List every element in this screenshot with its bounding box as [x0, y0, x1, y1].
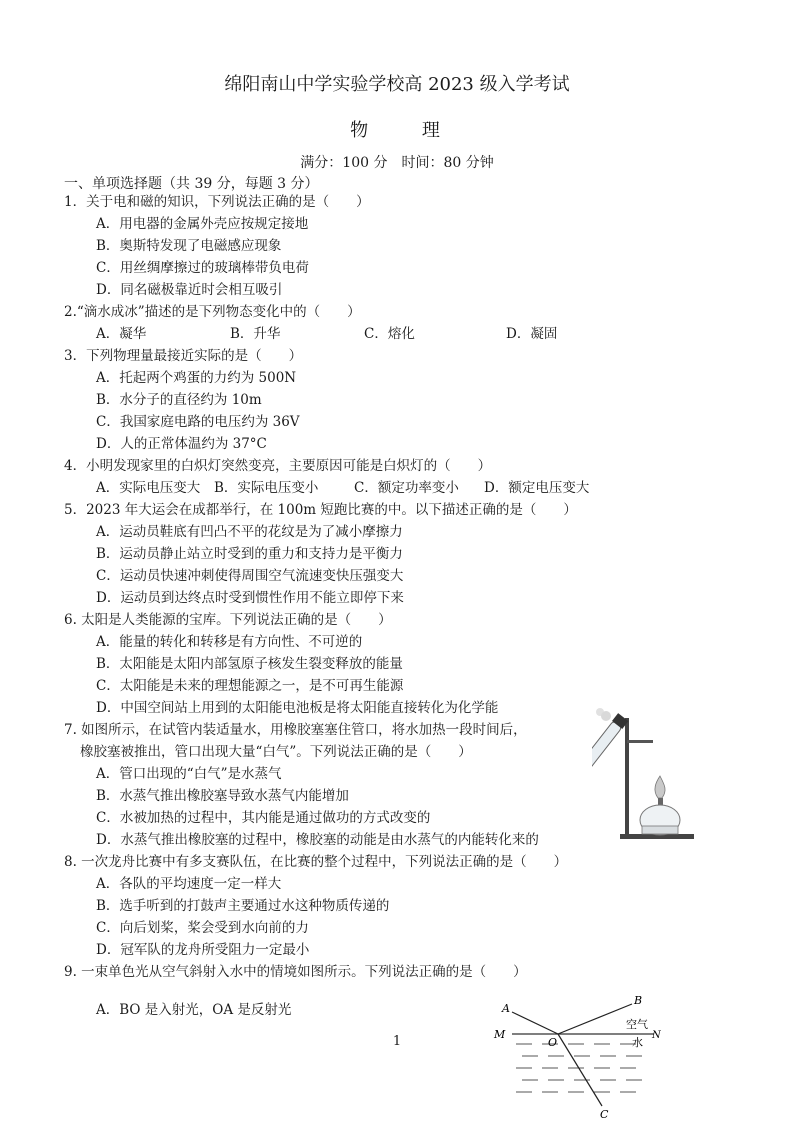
- question-7-option-a: A．管口出现的“白气”是水蒸气: [96, 766, 282, 782]
- section-heading: 一、单项选择题（共 39 分，每题 3 分）: [64, 176, 319, 192]
- question-3-option-c: C．我国家庭电路的电压约为 36V: [96, 414, 300, 430]
- label-a: A: [502, 1002, 510, 1015]
- question-6-stem: 6. 太阳是人类能源的宝库。下列说法正确的是（ ）: [64, 612, 392, 628]
- question-8-stem: 8. 一次龙舟比赛中有多支赛队伍，在比赛的整个过程中，下列说法正确的是（ ）: [64, 854, 568, 870]
- question-2-option-b: B．升华: [230, 326, 281, 342]
- question-4-option-d: D．额定电压变大: [484, 480, 590, 496]
- question-4-option-b: B．实际电压变小: [214, 480, 319, 496]
- question-2-options: [96, 324, 557, 344]
- question-5-stem: 5．2023 年大运会在成都举行，在 100m 短跑比赛的中。以下描述正确的是（ ）: [64, 502, 577, 518]
- question-4-stem: 4．小明发现家里的白炽灯突然变亮，主要原因可能是白炽灯的（ ）: [64, 458, 492, 474]
- question-2-stem: 2.“滴水成冰”描述的是下列物态变化中的（ ）: [64, 304, 361, 320]
- refraction-diagram-figure: [492, 994, 662, 1119]
- question-9-stem: 9. 一束单色光从空气斜射入水中的情境如图所示。下列说法正确的是（ ）: [64, 964, 527, 980]
- question-8-option-d: D．冠军队的龙舟所受阻力一定最小: [96, 942, 310, 958]
- question-5-option-a: A．运动员鞋底有凹凸不平的花纹是为了减小摩擦力: [96, 524, 403, 540]
- question-9-option-a: A．BO 是入射光，OA 是反射光: [96, 1002, 292, 1018]
- question-6-option-d: D．中国空间站上用到的太阳能电池板是将太阳能直接转化为化学能: [96, 700, 499, 716]
- question-6-option-b: B．太阳能是太阳内部氢原子核发生裂变释放的能量: [96, 656, 403, 672]
- question-6-option-a: A．能量的转化和转移是有方向性、不可逆的: [96, 634, 363, 650]
- question-1-stem: 1．关于电和磁的知识，下列说法正确的是（ ）: [64, 194, 370, 210]
- label-water: 水: [632, 1036, 643, 1049]
- question-7-option-b: B．水蒸气推出橡胶塞导致水蒸气内能增加: [96, 788, 349, 804]
- subject-heading: 物 理: [350, 120, 464, 141]
- label-b: B: [634, 994, 643, 1007]
- question-8-option-c: C．向后划桨，桨会受到水向前的力: [96, 920, 309, 936]
- question-7-stem-line-1: 7. 如图所示，在试管内装适量水，用橡胶塞塞住管口，将水加热一段时间后，: [64, 722, 527, 738]
- label-m: M: [494, 1028, 506, 1041]
- question-2-option-a: A．凝华: [96, 326, 147, 342]
- exam-meta: 满分：100 分 时间：80 分钟: [300, 155, 494, 171]
- question-4-options: [96, 478, 589, 498]
- question-5-option-d: D．运动员到达终点时受到惯性作用不能立即停下来: [96, 590, 404, 606]
- test-tube-apparatus-figure: [592, 706, 702, 846]
- question-4-option-c: C．额定功率变小: [354, 480, 459, 496]
- question-1-option-a: A．用电器的金属外壳应按规定接地: [96, 216, 309, 232]
- question-1-option-b: B．奥斯特发现了电磁感应现象: [96, 238, 282, 254]
- label-n: N: [652, 1030, 661, 1041]
- label-c: C: [600, 1108, 609, 1119]
- question-5-option-c: C．运动员快速冲刺使得周围空气流速变快压强变大: [96, 568, 404, 584]
- question-3-stem: 3．下列物理量最接近实际的是（ ）: [64, 348, 303, 364]
- question-8-option-b: B．选手听到的打鼓声主要通过水这种物质传递的: [96, 898, 390, 914]
- question-3-option-b: B．水分子的直径约为 10m: [96, 392, 262, 408]
- question-3-option-d: D．人的正常体温约为 37°C: [96, 436, 267, 452]
- question-4-option-a: A．实际电压变大: [96, 480, 201, 496]
- question-2-option-d: D．凝固: [506, 326, 558, 342]
- question-5-option-b: B．运动员静止站立时受到的重力和支持力是平衡力: [96, 546, 403, 562]
- question-1-option-d: D．同名磁极靠近时会相互吸引: [96, 282, 283, 298]
- question-7-option-d: D．水蒸气推出橡胶塞的过程中，橡胶塞的动能是由水蒸气的内能转化来的: [96, 832, 539, 848]
- question-3-option-a: A．托起两个鸡蛋的力约为 500N: [96, 370, 297, 386]
- question-6-option-c: C．太阳能是未来的理想能源之一，是不可再生能源: [96, 678, 404, 694]
- question-8-option-a: A．各队的平均速度一定一样大: [96, 876, 282, 892]
- exam-title: 绵阳南山中学实验学校高 2023 级入学考试: [224, 74, 570, 95]
- question-7-stem-line-2: 橡胶塞被推出，管口出现大量“白气”。下列说法正确的是（ ）: [80, 744, 472, 760]
- question-1-option-c: C．用丝绸摩擦过的玻璃棒带负电荷: [96, 260, 309, 276]
- question-7-option-c: C．水被加热的过程中，其内能是通过做功的方式改变的: [96, 810, 431, 826]
- label-air: 空气: [626, 1018, 648, 1031]
- page-number: 1: [392, 1034, 402, 1049]
- label-o: O: [548, 1036, 558, 1049]
- question-2-option-c: C．熔化: [364, 326, 415, 342]
